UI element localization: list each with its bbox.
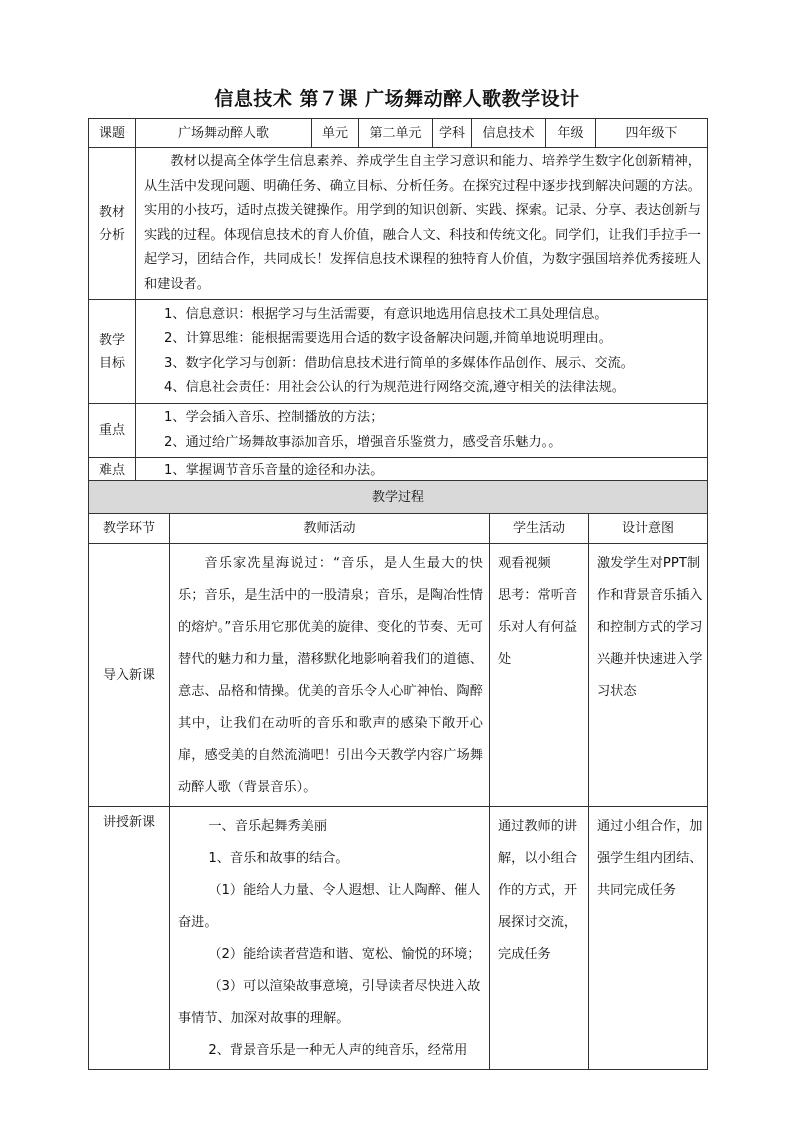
subject-value: 信息技术 (472, 119, 546, 148)
stage-cell: 导入新课 (89, 544, 170, 807)
process-row-new-lesson (89, 807, 708, 1070)
design-intent: 通过小组合作，加强学生组内团结、共同完成任务 (589, 807, 708, 1070)
grade-label: 年级 (546, 119, 596, 148)
goal-item: 2、计算思维：能根据需要选用合适的数字设备解决问题,并简单地说明理由。 (164, 331, 612, 346)
column-header: 教学环节 (89, 514, 170, 544)
subject-label: 学科 (433, 119, 472, 148)
student-activity: 观看视频 思考：常听音乐对人有何益处 (490, 544, 589, 807)
goals-row (89, 300, 708, 404)
column-header: 教师活动 (170, 514, 490, 544)
difficulty-item: 1、掌握调节音乐音量的途径和办法。 (164, 463, 384, 478)
design-intent: 激发学生对PPT制作和背景音乐插入和控制方式的学习兴趣并快速进入学习状态 (589, 544, 708, 807)
info-row (89, 119, 708, 148)
analysis-row (89, 148, 708, 300)
page-title: 信息技术 第７课 广场舞动醉人歌教学设计 (214, 88, 580, 110)
goal-item: 3、数字化学习与创新：借助信息技术进行简单的多媒体作品创作、展示、交流。 (164, 355, 634, 371)
process-row-intro (89, 544, 708, 807)
key-point-item: 2、通过给广场舞故事添加音乐，增强音乐鉴赏力，感受音乐魅力。。 (164, 434, 562, 450)
key-points-row (89, 404, 708, 458)
key-points-list (136, 404, 708, 458)
goal-item: 4、信息社会责任：用社会公认的行为规范进行网络交流,遵守相关的法律法规。 (164, 380, 625, 395)
key-points-label: 重点 (89, 404, 136, 458)
student-activity: 通过教师的讲解，以小组合作的方式，开展探讨交流，完成任务 (490, 807, 589, 1070)
teacher-activity: 音乐家冼星海说过：“音乐，是人生最大的快乐；音乐，是生活中的一股清泉；音乐，是陶冶性情的熔炉。”音乐用它那优美的旋律、变化的节奏、无可替代的魅力和力量，潜移默化地影响着我们的道德、意志、品格和情操。优美的音乐令人心旷神怡、陶醉其中，让我们在动听的音乐和歌声的感染下敞开心扉，感受美的自然流淌吧！引出今天教学内容广场舞动醉人歌（背景音乐）。 (170, 544, 490, 807)
unit-label: 单元 (312, 119, 359, 148)
goal-item: 1、信息意识：根据学习与生活需要，有意识地选用信息技术工具处理信息。 (164, 306, 608, 322)
column-header: 学生活动 (490, 514, 589, 544)
process-header-row (89, 481, 708, 514)
lesson-info-table (88, 118, 708, 484)
difficulty-label: 难点 (89, 458, 136, 484)
unit-value: 第二单元 (359, 119, 433, 148)
stage-cell: 讲授新课 (89, 807, 170, 1070)
key-point-item: 1、学会插入音乐、控制播放的方法； (164, 410, 384, 425)
teacher-activity: 一、音乐起舞秀美丽 1、音乐和故事的结合。 （1）能给人力量、令人遐想、让人陶醉、催人奋进。 （2）能给读者营造和谐、宽松、愉悦的环境； （3）可以渲染故事意境，引导读者尽快进入故事情节、加深对故事的理解。 2、背景音乐是一种无人声的纯音乐，经常用 (170, 807, 490, 1070)
goals-label: 教学 目标 (89, 300, 136, 404)
topic-value: 广场舞动醉人歌 (136, 119, 312, 148)
goals-list (136, 300, 708, 404)
analysis-text: 教材以提高全体学生信息素养、养成学生自主学习意识和能力、培养学生数字化创新精神，从生活中发现问题、明确任务、确立目标、分析任务。在探究过程中逐步找到解决问题的方法。实用的小技巧，适时点拨关键操作。用学到的知识创新、实践、探索。记录、分享、表达创新与实践的过程。体现信息技术的育人价值，融合人文、科技和传统文化。同学们，让我们手拉手一起学习，团结合作，共同成长！发挥信息技术课程的独特育人价值，为数字强国培养优秀接班人和建设者。 (136, 148, 708, 300)
topic-label: 课题 (89, 119, 136, 148)
column-header: 设计意图 (589, 514, 708, 544)
process-header: 教学过程 (89, 481, 708, 514)
grade-value: 四年级下 (596, 119, 708, 148)
analysis-label: 教材 分析 (89, 148, 136, 300)
process-columns-row (89, 514, 708, 544)
teaching-process-table (88, 480, 708, 1070)
